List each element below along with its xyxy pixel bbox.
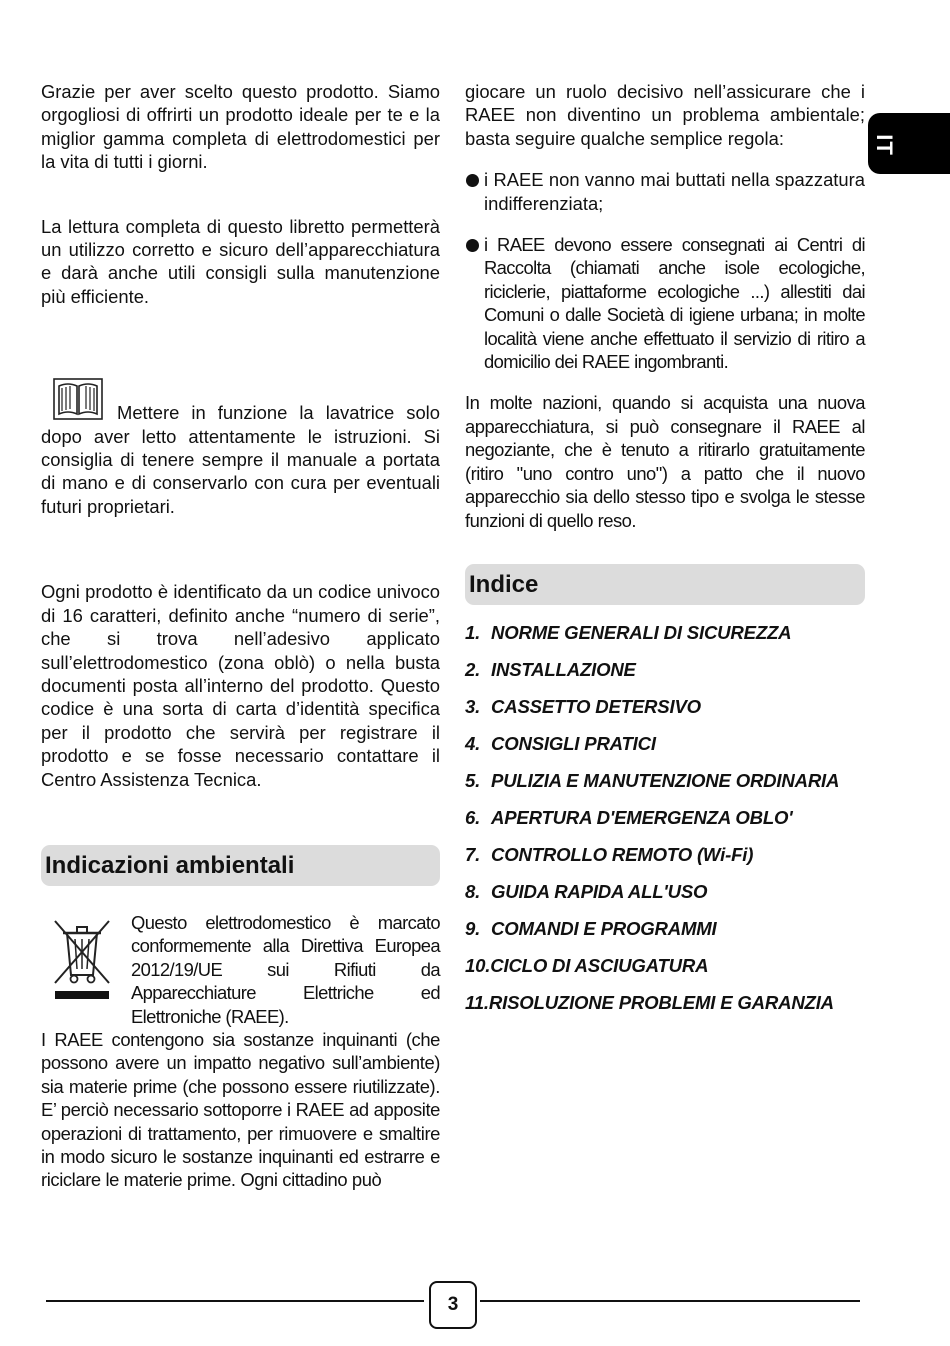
continuation-paragraph: giocare un ruolo decisivo nell’assicurare che i RAEE non diventino un problema ambientale; basta seguire qualche semplice regola: xyxy=(465,81,865,149)
index-item[interactable]: 5. PULIZIA E MANUTENZIONE ORDINARIA xyxy=(465,769,840,791)
index-item[interactable]: 1. NORME GENERALI DI SICUREZZA xyxy=(465,621,792,643)
index-item[interactable]: 2. INSTALLAZIONE xyxy=(465,658,636,680)
language-tab-label: IT xyxy=(872,134,897,156)
footer-rule-left xyxy=(46,1300,424,1302)
weee-contents-text: I RAEE contengono sia sostanze inquinanti (che possono avere un impatto negativo sull’ambiente) sia materie prime (che possono essere riutilizzate). E’ perciò necessario sottoporre i RAEE ad apposite operazioni di trattamento, per rimuovere e smaltire in modo sicuro le sostanze inquinanti ed estrarre e riciclare le materie prime. Ogni cittadino può xyxy=(41,1028,440,1191)
right-column xyxy=(465,80,865,1028)
bullet-text: i RAEE devono essere consegnati ai Centri di Raccolta (chiamati anche isole ecologiche, riciclerie, piattaforme ecologiche ...) allestiti dai Comuni o dalle Società di igiene urbana; in molte località viene anche effettuato il servizio di ritiro a domicilio dei RAEE ingombranti. xyxy=(484,234,865,373)
index-list xyxy=(465,621,865,1028)
open-book-icon xyxy=(53,378,103,420)
bullet-icon xyxy=(466,174,479,187)
crossed-out-bin-icon xyxy=(51,919,113,1001)
serial-paragraph: Ogni prodotto è identificato da un codice univoco di 16 caratteri, definito anche “numero di serie”, che si trova nell’adesivo applicato sull’elettrodomestico (zona oblò) o nella busta documenti posta all’interno del prodotto. Questo codice è una sorta di carta d’identità specifica per il prodotto che servirà per registrare il prodotto e se fosse necessario contattare il Centro Assistenza Tecnica. xyxy=(41,581,440,790)
left-column xyxy=(41,80,440,1192)
list-item xyxy=(465,233,865,373)
index-item[interactable]: 11.RISOLUZIONE PROBLEMI E GARANZIA xyxy=(465,991,834,1013)
bullet-icon xyxy=(466,239,479,252)
index-item[interactable]: 8. GUIDA RAPIDA ALL'USO xyxy=(465,880,708,902)
language-tab xyxy=(868,113,950,174)
page-number: 3 xyxy=(429,1281,477,1329)
manual-note xyxy=(41,378,440,518)
env-heading: Indicazioni ambientali xyxy=(41,845,440,886)
footer-rule-right xyxy=(480,1300,860,1302)
index-item[interactable]: 9. COMANDI E PROGRAMMI xyxy=(465,917,717,939)
retailer-paragraph: In molte nazioni, quando si acquista una nuova apparecchiatura, si può consegnare il RAEE al negoziante, che è tenuto a ritirarlo gratuitamente (ritiro "uno contro uno") a patto che il nuovo apparecchio sia dello stesso tipo e svolga le stesse funzioni di quello reso. xyxy=(465,392,865,531)
index-item[interactable]: 4. CONSIGLI PRATICI xyxy=(465,732,656,754)
index-item[interactable]: 10.CICLO DI ASCIUGATURA xyxy=(465,954,709,976)
reading-paragraph: La lettura completa di questo libretto permetterà un utilizzo corretto e sicuro dell’apparecchiatura e darà anche utili consigli sulla manutenzione più efficiente. xyxy=(41,215,440,307)
manual-note-text: Mettere in funzione la lavatrice solo dopo aver letto attentamente le istruzioni. Si consiglia di tenere sempre il manuale a portata di mano e di conservarlo con cura per eventuali futuri proprietari. xyxy=(41,402,440,517)
weee-block xyxy=(41,911,440,1192)
index-heading: Indice xyxy=(465,564,865,605)
rules-list xyxy=(465,168,865,373)
index-item[interactable]: 6. APERTURA D'EMERGENZA OBLO' xyxy=(465,806,793,828)
list-item xyxy=(465,168,865,215)
index-item[interactable]: 3. CASSETTO DETERSIVO xyxy=(465,695,701,717)
weee-marked-text: Questo elettrodomestico è marcato conformemente alla Direttiva Europea 2012/19/UE sui Rifiuti da Apparecchiature Elettriche ed Elettroniche (RAEE). xyxy=(131,911,440,1027)
index-item[interactable]: 7. CONTROLLO REMOTO (Wi-Fi) xyxy=(465,843,754,865)
intro-paragraph: Grazie per aver scelto questo prodotto. Siamo orgogliosi di offrirti un prodotto ideale per te e la miglior gamma completa di elettrodomestici per la vita di tutti i giorni. xyxy=(41,81,440,173)
bullet-text: i RAEE non vanno mai buttati nella spazzatura indifferenziata; xyxy=(484,169,865,214)
